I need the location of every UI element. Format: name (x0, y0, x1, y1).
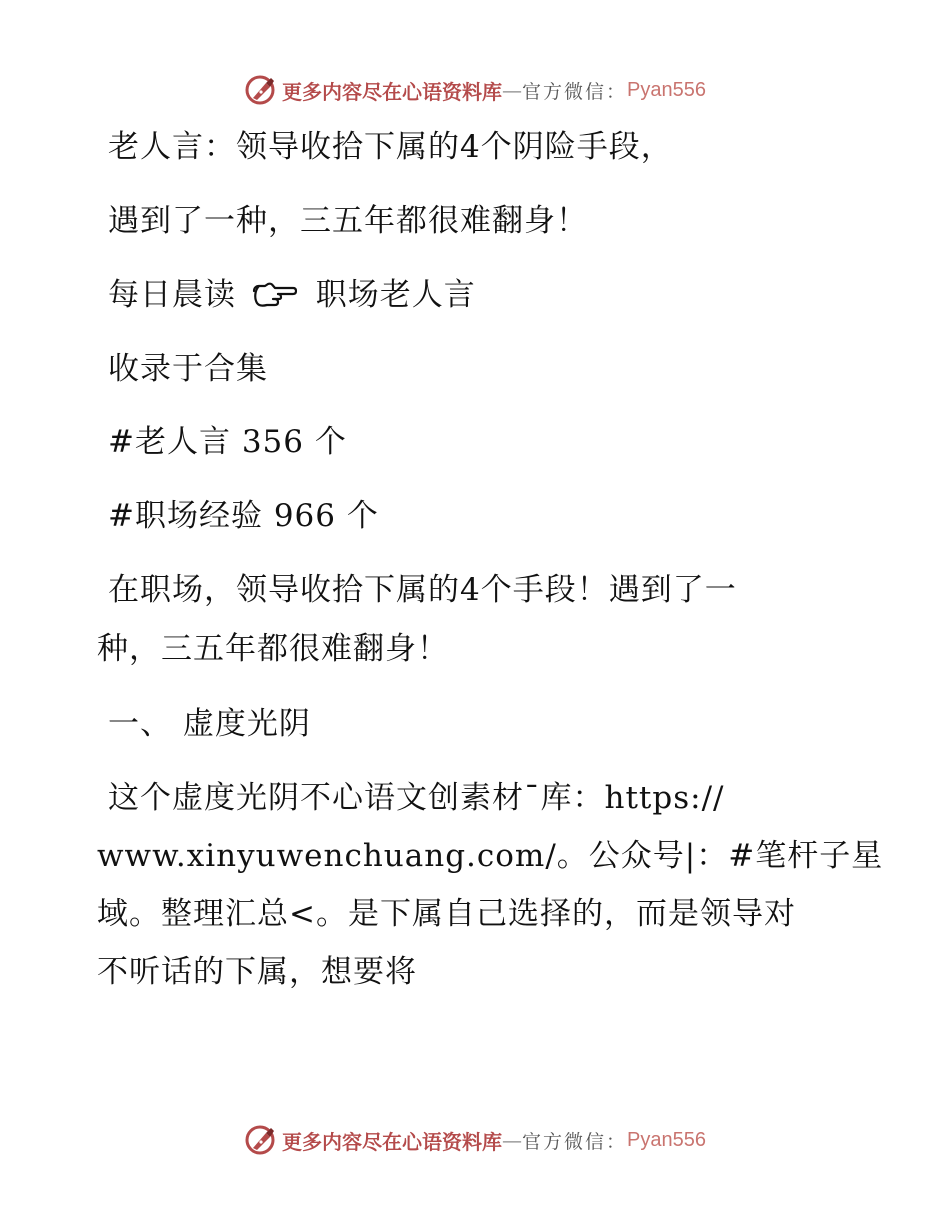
footer-watermark-banner (0, 1120, 950, 1160)
watermark-text: 更多内容尽在心语资料库 (282, 1129, 502, 1154)
intro-line-2: 种，三五年都很难翻身！ (97, 631, 449, 667)
pen-nib-logo-icon (244, 73, 278, 107)
body-line-4: 不听话的下属，想要将 (97, 954, 417, 990)
series-prefix: 每日晨读 (108, 277, 236, 313)
collection-label: 收录于合集 (108, 351, 268, 387)
watermark-separator: — (502, 1128, 522, 1152)
pointing-hand-icon (251, 282, 297, 308)
header-watermark-banner (0, 70, 950, 110)
watermark-label: 官方微信： (522, 80, 628, 103)
watermark-separator: — (502, 78, 522, 102)
body-line-3: 域。整理汇总<。是下属自己选择的，而是领导对 (97, 896, 796, 932)
article-title-line-1: 老人言：领导收拾下属的4个阴险手段， (108, 129, 673, 165)
collection-tag-1: #老人言 356 个 (108, 424, 347, 460)
watermark-id: Pyan556 (627, 78, 706, 101)
section-heading-1: 一、 虚度光阴 (108, 706, 311, 742)
series-line (108, 275, 476, 315)
watermark-text: 更多内容尽在心语资料库 (282, 79, 502, 104)
watermark-id: Pyan556 (627, 1128, 706, 1151)
watermark-label: 官方微信： (522, 1130, 628, 1153)
collection-tag-2: #职场经验 966 个 (108, 498, 379, 534)
intro-line-1: 在职场，领导收拾下属的4个手段！遇到了一 (108, 572, 737, 608)
body-line-2: www.xinyuwenchuang.com/。公众号|：#笔杆子星 (97, 838, 884, 874)
pen-nib-logo-icon (244, 1123, 278, 1157)
body-line-1: 这个虚度光阴不心语文创素材¯库：https:// (108, 780, 725, 816)
article-title-line-2: 遇到了一种，三五年都很难翻身！ (108, 203, 588, 239)
series-name: 职场老人言 (315, 277, 476, 313)
